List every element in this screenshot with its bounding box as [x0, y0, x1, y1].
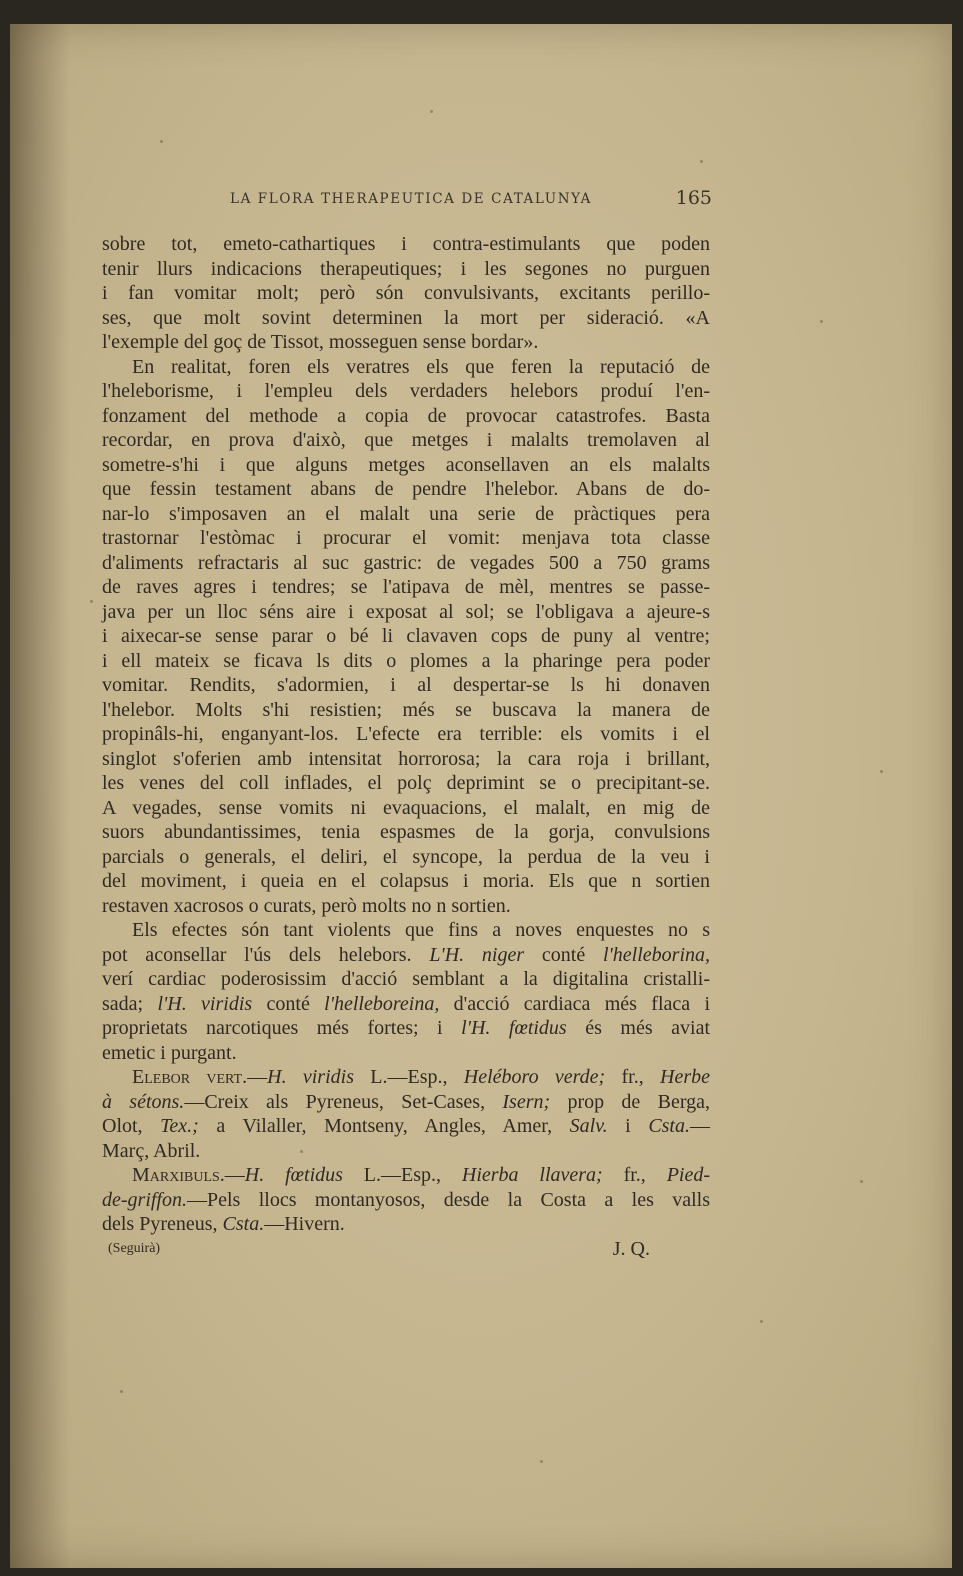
- text-line: [102, 526, 710, 551]
- text-span: prop de Berga,: [550, 1090, 710, 1113]
- running-title: LA FLORA THERAPEUTICA DE CATALUNYA: [230, 191, 592, 207]
- italic-span: Isern;: [502, 1090, 551, 1113]
- text-lines: [102, 232, 710, 1237]
- text-line: [102, 232, 710, 257]
- text-line: [102, 845, 710, 870]
- text-span: trastornar l'estòmac i procurar el vomit: menjava tota classe: [102, 527, 710, 549]
- text-line: [102, 1188, 710, 1213]
- text-line: [102, 771, 710, 796]
- italic-span: Tex.;: [160, 1115, 199, 1137]
- text-span: L.—Esp.,: [353, 1066, 464, 1088]
- text-span: singlot s'oferien amb intensitat horrorosa; la cara roja i brillant,: [102, 747, 710, 770]
- paper-speck: [620, 930, 623, 933]
- text-span: d'aliments refractaris al suc gastric: de vegades 500 a 750 grams: [102, 551, 710, 574]
- text-span: verí cardiac poderosissim d'acció semblant a la digitalina cristalli-: [102, 968, 710, 990]
- binding-gutter-shadow: [10, 24, 70, 1568]
- text-line: [102, 1139, 710, 1164]
- text-line: [102, 575, 710, 600]
- text-span: —: [224, 1164, 245, 1186]
- paper-speck: [540, 1460, 543, 1463]
- italic-span: Herbe: [660, 1066, 711, 1088]
- text-span: dels Pyreneus,: [102, 1213, 223, 1235]
- text-span: d'acció cardiaca més flaca i: [439, 992, 711, 1015]
- text-line: [102, 698, 710, 723]
- text-span: l'exemple del goç de Tissot, mosseguen sense bordar».: [102, 331, 539, 353]
- paper-speck: [160, 140, 163, 143]
- text-span: Els efectes són tant violents que fins a noves enquestes no s: [132, 919, 710, 941]
- text-line: [102, 820, 710, 845]
- paper-speck: [880, 770, 883, 773]
- text-span: les venes del coll inflades, el polç deprimint se o precipitant-se.: [102, 772, 710, 794]
- text-line: [102, 1163, 710, 1188]
- text-span: Olot,: [102, 1115, 161, 1137]
- text-line: [102, 624, 710, 649]
- small-caps-span: Elebor vert.: [132, 1066, 248, 1088]
- paper-speck: [700, 160, 703, 163]
- italic-span: de-griffon.: [102, 1188, 187, 1211]
- text-line: [102, 1090, 710, 1115]
- text-span: a Vilaller, Montseny, Angles, Amer,: [198, 1115, 570, 1137]
- text-line: [102, 1065, 710, 1090]
- paper-speck: [820, 320, 823, 323]
- text-line: [102, 918, 710, 943]
- text-line: [102, 306, 710, 331]
- text-span: del moviment, i queia en el colapsus i moria. Els que n sortien: [102, 870, 710, 892]
- italic-span: Heléboro verde;: [463, 1066, 606, 1088]
- paper-speck: [90, 600, 93, 603]
- text-span: i: [607, 1115, 649, 1137]
- signoff-line: [102, 1237, 710, 1262]
- text-span: és més aviat: [566, 1017, 711, 1039]
- italic-span: H. fœtidus: [244, 1164, 343, 1186]
- text-span: Març, Abril.: [102, 1139, 201, 1162]
- text-span: parcials o generals, el deliri, el syncope, la perdua de la veu i: [102, 845, 710, 868]
- text-line: [102, 673, 710, 698]
- text-span: i ell mateix se ficava ls dits o plomes a la pharinge pera poder: [102, 649, 710, 672]
- paper-speck: [300, 1150, 303, 1153]
- text-span: conté: [524, 943, 603, 966]
- text-line: [102, 1041, 710, 1066]
- text-span: sobre tot, emeto-cathartiques i contra-estimulants que poden: [102, 233, 710, 255]
- italic-span: H. viridis: [267, 1066, 354, 1088]
- italic-span: Hierba llavera;: [461, 1164, 603, 1186]
- text-span: recordar, en prova d'això, que metges i malalts tremolaven al: [102, 429, 710, 451]
- text-line: [102, 551, 710, 576]
- text-span: —: [690, 1115, 710, 1137]
- text-span: fonzament del methode a copia de provocar catastrofes. Basta: [102, 404, 710, 427]
- italic-span: Csta.: [222, 1213, 265, 1235]
- continuation-note: (Seguirà): [108, 1240, 161, 1256]
- italic-span: Pied-: [666, 1164, 710, 1186]
- text-line: [102, 992, 710, 1017]
- text-line: [102, 477, 710, 502]
- text-line: [102, 869, 710, 894]
- italic-span: à sétons.: [102, 1090, 185, 1113]
- author-initials: J. Q.: [612, 1237, 650, 1260]
- text-line: [102, 428, 710, 453]
- text-span: En realitat, foren els veratres els que feren la reputació de: [132, 355, 710, 378]
- text-span: sada;: [102, 992, 158, 1015]
- text-span: tenir llurs indicacions therapeutiques; i les segones no purguen: [102, 257, 710, 280]
- text-span: fr.,: [605, 1066, 661, 1088]
- paper-speck: [860, 1180, 863, 1183]
- italic-span: l'H. viridis: [157, 992, 253, 1015]
- text-span: l'helebor. Molts s'hi resistien; més se buscava la manera de: [102, 698, 710, 721]
- text-line: [102, 1016, 710, 1041]
- text-span: conté: [252, 992, 325, 1015]
- text-line: [102, 967, 710, 992]
- text-line: [102, 722, 710, 747]
- text-span: restaven xacrosos o curats, però molts no n sortien.: [102, 894, 511, 917]
- text-span: ses, que molt sovint determinen la mort per sideració. «A: [102, 306, 710, 329]
- page-number: 165: [675, 187, 712, 209]
- text-line: [102, 404, 710, 429]
- italic-span: L'H. niger: [429, 943, 525, 966]
- text-line: [102, 257, 710, 282]
- paper-speck: [430, 110, 433, 113]
- italic-span: l'helleborina,: [602, 943, 711, 966]
- text-span: que fessin testament abans de pendre l'helebor. Abans de do-: [102, 478, 710, 500]
- text-span: emetic i purgant.: [102, 1041, 237, 1064]
- paper-speck: [120, 1390, 123, 1393]
- text-span: i aixecar-se sense parar o bé li clavaven cops de puny al ventre;: [102, 625, 710, 647]
- italic-span: Csta.: [648, 1115, 690, 1137]
- text-span: A vegades, sense vomits ni evaquacions, el malalt, en mig de: [102, 796, 710, 819]
- text-line: [102, 330, 710, 355]
- text-span: L.—Esp.,: [342, 1164, 462, 1186]
- text-span: l'heleborisme, i l'empleu dels verdaders helebors produí l'en-: [102, 380, 710, 402]
- text-span: —Pels llocs montanyosos, desde la Costa a les valls: [187, 1188, 710, 1211]
- paper-speck: [760, 1320, 763, 1323]
- text-span: propinâls-hi, enganyant-los. L'efecte era terrible: els vomits i el: [102, 723, 710, 745]
- small-caps-span: Marxibuls.: [132, 1164, 225, 1186]
- text-span: de raves agres i tendres; se l'atipava de mèl, mentres se passe-: [102, 576, 710, 598]
- italic-span: Salv.: [569, 1115, 608, 1137]
- text-line: [102, 943, 710, 968]
- text-line: [102, 379, 710, 404]
- text-line: [102, 502, 710, 527]
- running-header: [100, 187, 712, 215]
- text-span: nar-lo s'imposaven an el malalt una serie de pràctiques pera: [102, 502, 710, 525]
- text-line: [102, 600, 710, 625]
- text-span: vomitar. Rendits, s'adormien, i al despertar-se ls hi donaven: [102, 674, 710, 696]
- text-span: proprietats narcotiques més fortes; i: [102, 1017, 462, 1039]
- text-line: [102, 747, 710, 772]
- text-line: [102, 649, 710, 674]
- text-line: [102, 355, 710, 380]
- text-line: [102, 894, 710, 919]
- text-span: suors abundantissimes, tenia espasmes de la gorja, convulsions: [102, 821, 710, 843]
- text-line: [102, 1212, 710, 1237]
- text-span: java per un lloc séns aire i exposat al sol; se l'obligava a ajeure-s: [102, 600, 710, 623]
- body-text: [102, 232, 710, 1261]
- text-line: [102, 281, 710, 306]
- text-line: [102, 453, 710, 478]
- text-span: pot aconsellar l'ús dels helebors.: [102, 943, 430, 966]
- text-line: [102, 796, 710, 821]
- italic-span: l'H. fœtidus: [461, 1017, 567, 1039]
- text-span: fr.,: [602, 1164, 667, 1186]
- text-span: sometre-s'hi i que alguns metges aconsellaven an els malalts: [102, 453, 710, 476]
- text-span: i fan vomitar molt; però són convulsivants, excitants perillo-: [102, 282, 710, 304]
- text-span: —Creix als Pyreneus, Set-Cases,: [184, 1090, 503, 1113]
- text-line: [102, 1114, 710, 1139]
- italic-span: l'helleboreina,: [324, 992, 440, 1015]
- text-span: —Hivern.: [264, 1213, 345, 1235]
- text-span: —: [247, 1066, 268, 1088]
